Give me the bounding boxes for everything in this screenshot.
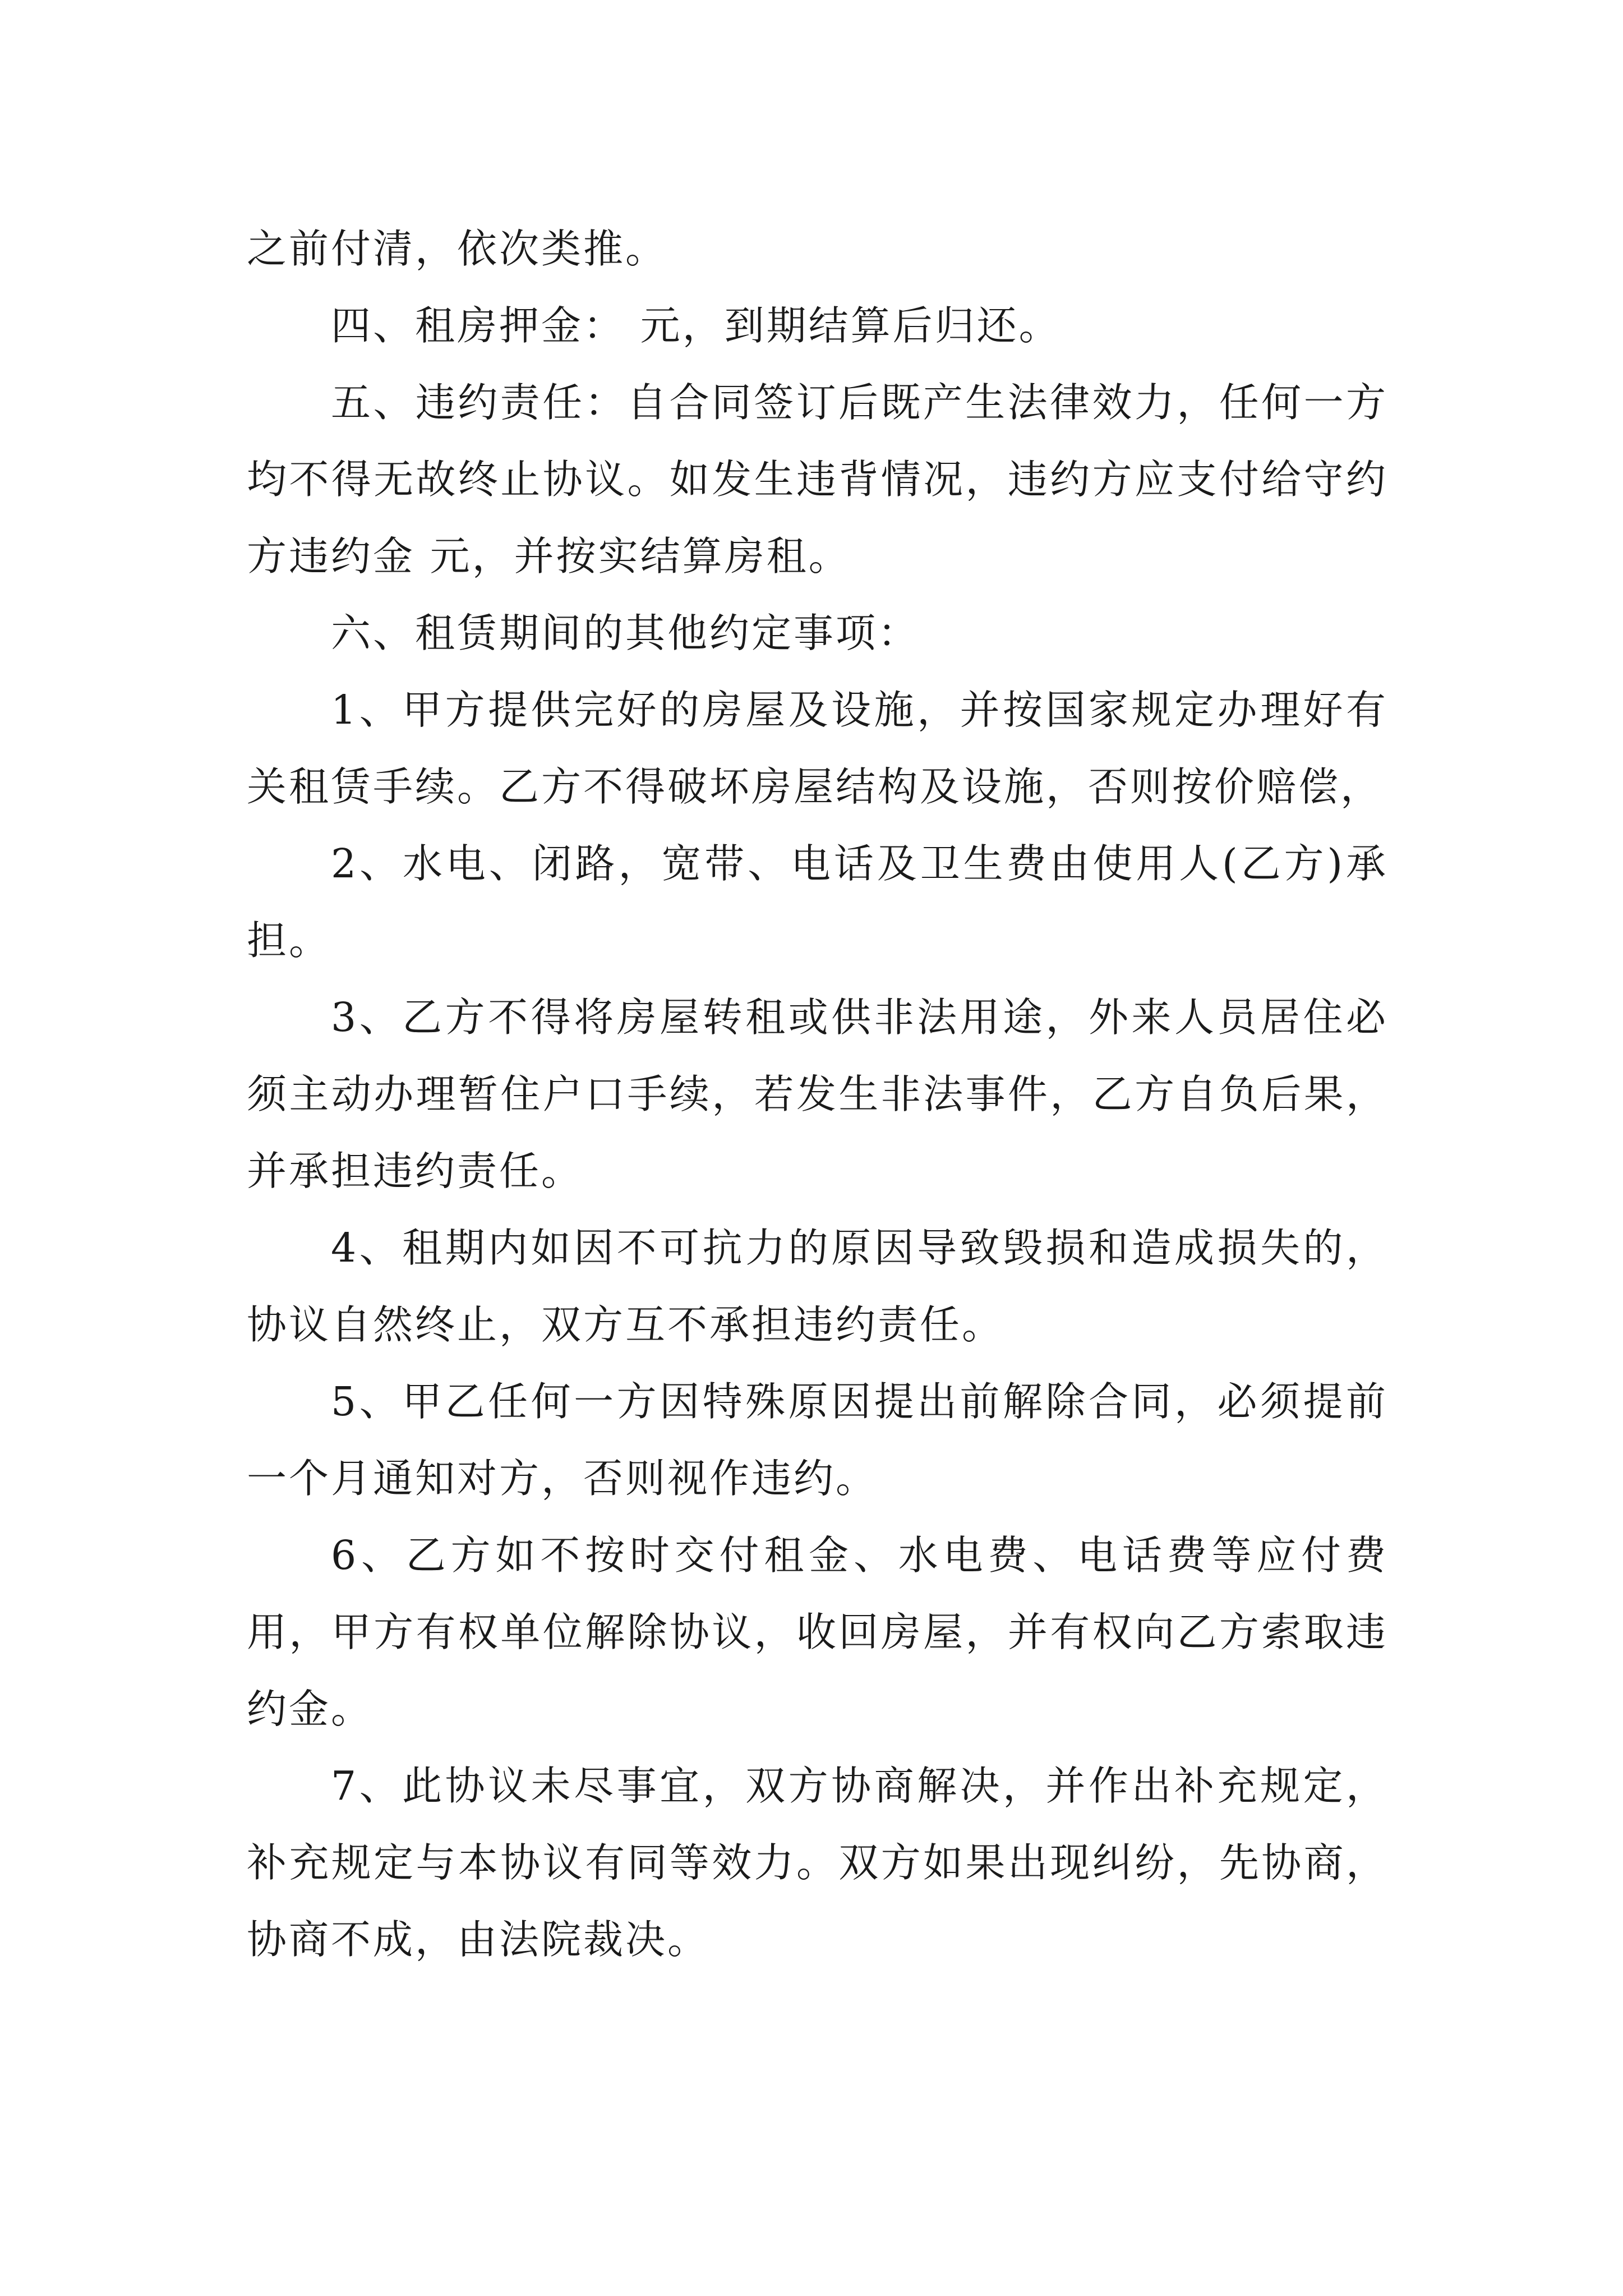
paragraph-continuation: 之前付清，依次类推。 xyxy=(247,226,668,272)
paragraph-other-terms-heading: 六、租赁期间的其他约定事项： xyxy=(331,610,920,656)
paragraph-term-2: 2、水电、闭路，宽带、电话及卫生费由使用人(乙方)承担。 xyxy=(247,840,1388,964)
document-body xyxy=(247,210,1388,1978)
paragraph-term-4: 4、租期内如因不可抗力的原因导致毁损和造成损失的，协议自然终止，双方互不承担违约责任。 xyxy=(247,1225,1388,1348)
paragraph-term-5: 5、甲乙任何一方因特殊原因提出前解除合同，必须提前一个月通知对方，否则视作违约。 xyxy=(247,1378,1388,1502)
paragraph-deposit: 四、租房押金： 元，到期结算后归还。 xyxy=(331,302,1061,349)
paragraph-term-1: 1、甲方提供完好的房屋及设施，并按国家规定办理好有关租赁手续。乙方不得破坏房屋结构及设施，否则按价赔偿， xyxy=(247,687,1388,810)
paragraph-term-3: 3、乙方不得将房屋转租或供非法用途，外来人员居住必须主动办理暂住户口手续，若发生非法事件，乙方自负后果，并承担违约责任。 xyxy=(247,994,1388,1194)
paragraph-term-7: 7、此协议未尽事宜，双方协商解决，并作出补充规定，补充规定与本协议有同等效力。双方如果出现纠纷，先协商，协商不成，由法院裁决。 xyxy=(247,1763,1388,1963)
paragraph-term-6: 6、乙方如不按时交付租金、水电费、电话费等应付费用，甲方有权单位解除协议，收回房屋，并有权向乙方索取违约金。 xyxy=(247,1532,1388,1732)
paragraph-breach-liability: 五、违约责任：自合同签订后既产生法律效力，任何一方均不得无故终止协议。如发生违背情况，违约方应支付给守约方违约金 元，并按实结算房租。 xyxy=(247,379,1388,579)
